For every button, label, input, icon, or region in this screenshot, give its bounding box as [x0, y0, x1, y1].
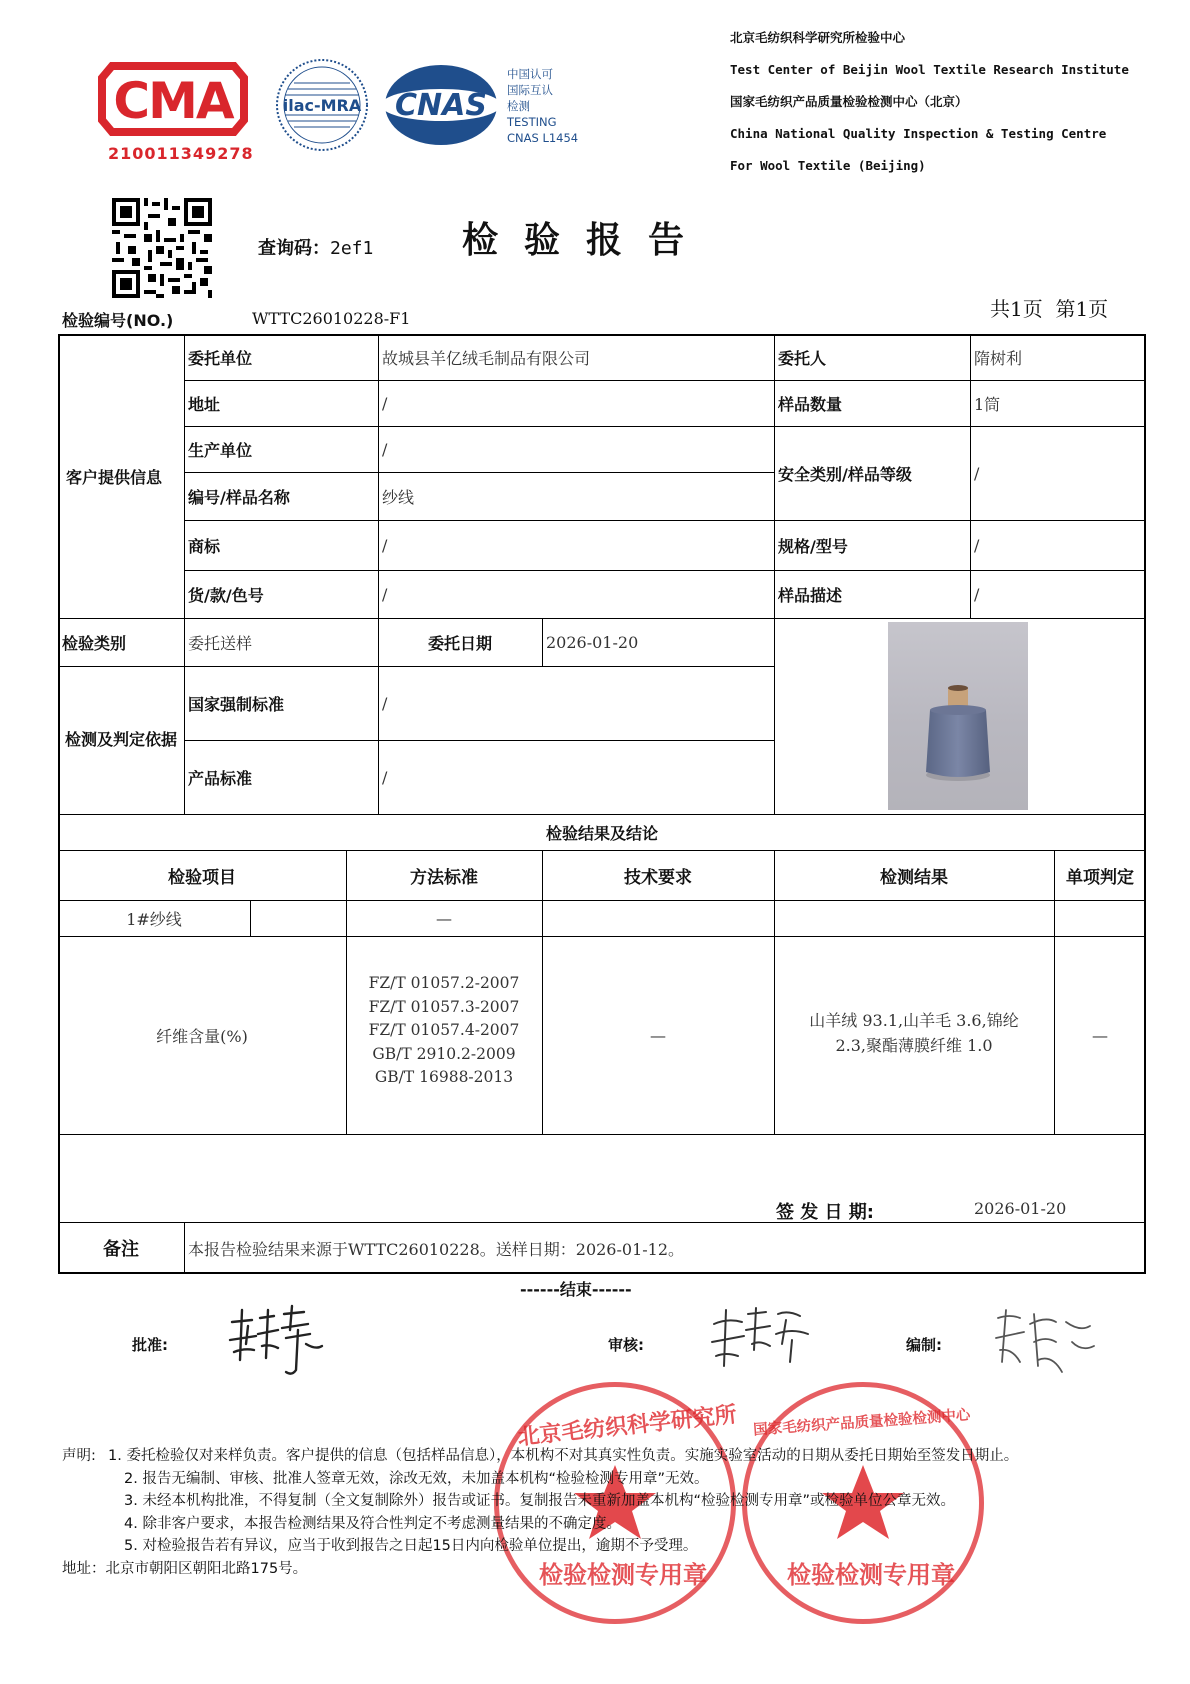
cma-logo [98, 60, 254, 163]
sample-name-value: 纱线 [382, 487, 415, 507]
result-line-2: 2.3,聚酯薄膜纤维 1.0 [835, 1036, 993, 1055]
declaration-prefix: 声明: [62, 1448, 96, 1464]
compile-label: 编制: [906, 1336, 942, 1354]
cnas-line-4: TESTING [507, 115, 557, 129]
svg-text:CNAS: CNAS [395, 88, 487, 123]
product-std-label: 产品标准 [188, 768, 253, 788]
judgement-value: — [1092, 1025, 1108, 1045]
header-result: 检测结果 [880, 867, 948, 888]
result-line-1: 山羊绒 93.1,山羊毛 3.6,锦纶 [809, 1011, 1019, 1030]
sample-method-dash: — [436, 908, 452, 928]
handwritten-signature-icon [708, 1300, 818, 1380]
safety-value: / [974, 463, 980, 483]
item-fiber-content: 纤维含量(%) [156, 1026, 248, 1046]
sample-photo [888, 622, 1028, 810]
sample-id: 1#纱线 [126, 909, 182, 929]
centre-name-cn: 国家毛纺织产品质量检验检测中心（北京） [730, 94, 968, 109]
cnas-mark-icon [382, 60, 500, 150]
review-label: 审核: [608, 1336, 644, 1354]
issue-date-label: 签 发 日 期: [776, 1202, 874, 1223]
entrust-date-label: 委托日期 [427, 633, 492, 653]
institute-block [730, 22, 1180, 182]
requirement-value: — [650, 1025, 666, 1045]
standard-line: GB/T 16988-2013 [374, 1068, 514, 1086]
inspection-type-label: 检验类别 [62, 633, 127, 653]
client-section-label: 客户提供信息 [66, 467, 163, 487]
header-item: 检验项目 [168, 867, 236, 888]
institute-name-cn: 北京毛纺织科学研究所检验中心 [730, 30, 906, 45]
standard-line: GB/T 2910.2-2009 [372, 1044, 516, 1063]
svg-text:CMA: CMA [113, 72, 233, 130]
query-code-label: 查询码： [258, 238, 330, 259]
ilac-mra-icon [272, 55, 372, 155]
end-mark: ------结束------ [520, 1280, 632, 1299]
header-method: 方法标准 [410, 867, 478, 888]
approve-label: 批准: [132, 1336, 168, 1354]
handwritten-signature-icon [222, 1300, 332, 1380]
product-std-value: / [382, 767, 388, 787]
cnas-logo [382, 60, 592, 155]
color-value: / [382, 584, 388, 604]
producer-value: / [382, 439, 388, 459]
result-value [774, 1008, 1054, 1058]
svg-text:ilac-MRA: ilac-MRA [282, 96, 362, 115]
header-requirement: 技术要求 [624, 867, 692, 888]
sample-qty-label: 样品数量 [778, 394, 843, 414]
remarks-label: 备注 [103, 1239, 139, 1260]
issue-date-value: 2026-01-20 [974, 1199, 1067, 1218]
cnas-line-2: 国际互认 [507, 83, 553, 97]
qr-code-icon [112, 198, 212, 298]
spec-value: / [974, 535, 980, 555]
declaration-item-1: 1. 委托检验仅对来样负责。客户提供的信息（包括样品信息），本机构不对其真实性负责。实施实验室活动的日期从委托日期始至签发日期止。 [108, 1448, 1019, 1464]
spec-label: 规格/型号 [778, 536, 848, 556]
stamp-left-bottom-text: 检验检测专用章 [539, 1561, 707, 1589]
entrusting-unit-label: 委托单位 [188, 348, 253, 368]
standard-line: FZ/T 01057.3-2007 [368, 997, 520, 1016]
handwritten-signature-icon [990, 1302, 1100, 1382]
cnas-line-1: 中国认可 [507, 67, 553, 81]
institute-name-en: Test Center of Beijin Wool Textile Research Institute [730, 62, 1129, 77]
query-code-value: 2ef1 [330, 238, 374, 259]
ilac-mra-logo [272, 55, 372, 155]
qr-code[interactable] [112, 198, 212, 298]
declaration-item-2: 2. 报告无编制、审核、批准人签章无效，涂改无效，未加盖本机构“检验检测专用章”无效。 [124, 1470, 709, 1487]
national-std-value: / [382, 693, 388, 713]
desc-label: 样品描述 [778, 585, 843, 605]
declaration-item-5: 5. 对检验报告若有异议，应当于收到报告之日起15日内向检验单位提出，逾期不予受理。 [124, 1538, 698, 1554]
trademark-label: 商标 [188, 536, 221, 556]
safety-label: 安全类别/样品等级 [778, 464, 912, 484]
page-info: 共1页 第1页 [990, 297, 1109, 321]
client-person-label: 委托人 [778, 348, 827, 368]
report-number-label: 检验编号(NO.) [62, 311, 174, 330]
centre-name-en-1: China National Quality Inspection & Testing Centre [730, 126, 1107, 141]
declaration-item-4: 4. 除非客户要求，本报告检测结果及符合性判定不考虑测量结果的不确定度。 [124, 1515, 621, 1532]
desc-value: / [974, 584, 980, 604]
yarn-cone-icon [888, 622, 1028, 810]
address-label: 地址 [188, 394, 221, 414]
producer-label: 生产单位 [188, 440, 253, 460]
method-standards [346, 972, 542, 1090]
cnas-line-5: CNAS L1454 [507, 131, 579, 145]
trademark-value: / [382, 535, 388, 555]
sample-name-label: 编号/样品名称 [188, 487, 290, 507]
remarks-text: 本报告检验结果来源于WTTC26010228。送样日期：2026-01-12。 [188, 1239, 685, 1259]
results-section-title: 检验结果及结论 [545, 823, 658, 843]
query-code [258, 234, 373, 260]
standard-line: FZ/T 01057.2-2007 [368, 974, 520, 992]
basis-label: 检测及判定依据 [64, 730, 177, 749]
sample-qty-value: 1筒 [974, 394, 1001, 414]
declaration [62, 1445, 1162, 1580]
compile-signature [990, 1302, 1100, 1386]
entrusting-unit-value: 故城县羊亿绒毛制品有限公司 [382, 348, 591, 368]
color-label: 货/款/色号 [188, 585, 264, 605]
report-title: 检验报告 [462, 219, 711, 261]
cnas-line-3: 检测 [507, 99, 530, 113]
approve-signature [222, 1300, 332, 1384]
client-person-value: 隋树利 [974, 348, 1023, 368]
inspection-type-value: 委托送样 [188, 633, 253, 653]
cma-mark-icon [98, 60, 248, 138]
stamp-right-bottom-text: 检验检测专用章 [787, 1561, 955, 1589]
review-signature [708, 1300, 818, 1384]
declaration-item-3: 3. 未经本机构批准，不得复制（全文复制除外）报告或证书。复制报告未重新加盖本机构“检验检测专用章”或检验单位公章无效。 [124, 1493, 955, 1509]
standard-line: FZ/T 01057.4-2007 [368, 1021, 520, 1039]
centre-name-en-2: For Wool Textile (Beijing) [730, 158, 926, 173]
report-number: WTTC26010228-F1 [252, 309, 411, 328]
address-value: / [382, 393, 388, 413]
cma-number: 210011349278 [108, 144, 254, 163]
lab-address: 地址：北京市朝阳区朝阳北路175号。 [62, 1560, 308, 1577]
national-std-label: 国家强制标准 [188, 694, 285, 714]
stamp-right-arc-text: 国家毛纺织产品质量检验检测中心 [752, 1407, 971, 1439]
entrust-date-value: 2026-01-20 [546, 632, 639, 652]
stamp-left-arc-text: 北京毛纺织科学研究所 [516, 1402, 738, 1451]
header-judgement: 单项判定 [1066, 867, 1134, 888]
